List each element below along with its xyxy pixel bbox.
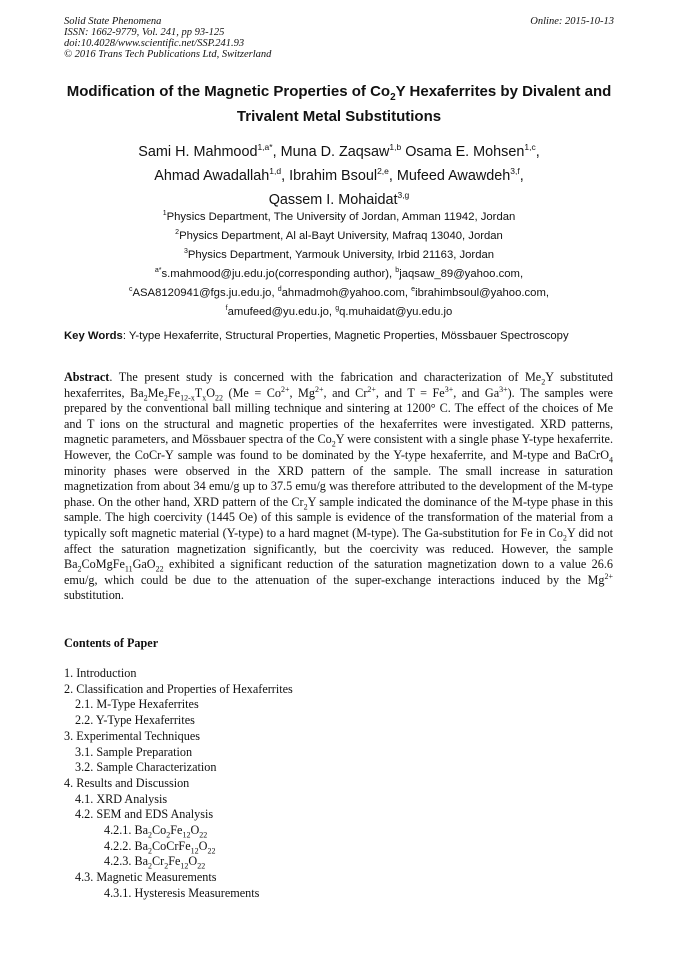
abstract: Abstract. The present study is concerned with the fabrication and characterization of $Me_2Y$ substituted hexaferrites, $Ba_2Me_2Fe_{12-x}T_xO_{22}$ ($Me = Co^{2+}$, $Mg^{2+}$, and $Cr^{2+}$, and $T = Fe^{3+}$, and $Ga^{3+}$). The samples were prepared by the conventional ball milling technique and sintering at 1200° C. The effect of the choices of Me and T ions on the structural and magnetic properties of the hexaferrites were investigated. XRD patterns, magnetic parameters, and Mössbauer spectra of the $Co_2Y$ were consistent with a single phase Y-type hexaferrite. However, the CoCr-Y sample was found to be dominated by the Y-type hexaferrite, and M-type and BaCrO$_4$ minority phases were observed in the XRD pattern of the sample. The small increase in saturation magnetization from about 34 emu/g up to 37.5 emu/g was therefore attributed to the development of the M-type phase. On the other hand, XRD pattern of the $Cr_2Y$ sample indicated the dominance of the M-type phase in this sample. The high coercivity (1445 Oe) of this sample is evidence of the transformation of the material from a typically soft magnetic material (Y-type) to a hard magnet (M-type). The Ga-substitution for Fe in $Co_2Y$ did not affect the saturation magnetization significantly, but the coercivity was reduced. However, the sample $Ba_2CoMgFe_{11}GaO_{22}$ exhibited a significant reduction of the saturation magnetization down to a value 26.6 emu/g, which could be due to the attenuation of the super-exchange interactions induced by the $Mg^{2+}$ substitution. (64, 370, 613, 603)
email-link[interactable]: s.mahmood@ju.edu.jo (161, 267, 275, 280)
email-link[interactable]: jaqsaw_89@yahoo.com, (399, 267, 524, 280)
toc-item[interactable]: 4.3. Magnetic Measurements (75, 870, 217, 885)
toc-item[interactable]: 4.1. XRD Analysis (75, 791, 168, 806)
author-list: Sami H. Mahmood$^{1,a*}$, Muna D. Zaqsaw$^{1,b}$ Osama E. Mohsen$^{1,c}$, Ahmad Awadallah$^{1,d}$, Ibrahim Bsoul$^{2,e}$, Mufeed Awawdeh$^{3,f}$, Qassem I. Mohaidat$^{3,g}$ (138, 142, 540, 208)
affiliation: $^1$Physics Department, The University of Jordan, Amman 11942, Jordan (162, 210, 516, 223)
toc-item[interactable]: 3.1. Sample Preparation (75, 744, 193, 759)
toc-item[interactable]: 4.3.1. Hysteresis Measurements (104, 885, 260, 900)
author: Ahmad Awadallah (154, 167, 270, 184)
email-link[interactable]: ASA8120941@fgs.ju.edu.jo, (132, 286, 278, 299)
email-line: $^{a*}$s.mahmood@ju.edu.jo(corresponding author), $^b$jaqsaw_89@yahoo.com, (154, 266, 524, 280)
toc-item[interactable]: 4. Results and Discussion (64, 775, 190, 790)
email-link[interactable]: ibrahimbsoul@yahoo.com, (415, 286, 549, 299)
paper-title: Modification of the Magnetic Properties of $Co_2Y$ Hexaferrites by Divalent and Trivalent Metal Substitutions (66, 83, 612, 125)
toc-item[interactable]: 4.2. SEM and EDS Analysis (75, 807, 214, 822)
affiliations (40, 206, 638, 320)
table-of-contents (64, 666, 293, 902)
doi[interactable]: doi:10.4028/www.scientific.net/SSP.241.93 (64, 38, 245, 49)
contents-heading: Contents of Paper (64, 636, 159, 650)
copyright: © 2016 Trans Tech Publications Ltd, Switzerland (64, 49, 272, 60)
email-line: $^f$amufeed@yu.edu.jo, $^g$q.muhaidat@yu.edu.jo (225, 304, 453, 318)
keywords: Key Words: Y-type Hexaferrite, Structural Properties, Magnetic Properties, Mössbauer Spectroscopy (64, 330, 569, 342)
email-link[interactable]: q.muhaidat@yu.edu.jo (339, 305, 453, 318)
author: Sami H. Mahmood (138, 143, 258, 160)
toc-item[interactable]: 3. Experimental Techniques (64, 728, 200, 743)
email-link[interactable]: amufeed@yu.edu.jo, (227, 305, 336, 318)
toc-item[interactable]: 2.2. Y-Type Hexaferrites (75, 713, 195, 728)
author: Qassem I. Mohaidat (268, 191, 398, 208)
email-link[interactable]: ahmadmoh@yahoo.com, (281, 286, 412, 299)
author: Muna D. Zaqsaw (280, 143, 390, 160)
toc-item[interactable]: 2.1. M-Type Hexaferrites (75, 697, 199, 712)
author: Mufeed Awawdeh (396, 167, 511, 184)
journal-name: Solid State Phenomena (64, 16, 162, 27)
email-line: $^c$ASA8120941@fgs.ju.edu.jo, $^d$ahmadmoh@yahoo.com, $^e$ibrahimbsoul@yahoo.com, (128, 285, 549, 299)
journal-header (64, 16, 271, 60)
toc-item[interactable]: 3.2. Sample Characterization (75, 760, 217, 775)
toc-item[interactable]: 4.2.2. $Ba_2CoCrFe_{12}O_{22}$ (104, 838, 216, 856)
online-date: Online: 2015-10-13 (530, 16, 614, 27)
issn: ISSN: 1662-9779, Vol. 241, pp 93-125 (64, 27, 225, 38)
author: Osama E. Mohsen (405, 143, 525, 160)
toc-item[interactable]: 1. Introduction (64, 666, 137, 680)
toc-item[interactable]: 4.2.3. $Ba_2Cr_2Fe_{12}O_{22}$ (104, 854, 206, 871)
toc-item[interactable]: 2. Classification and Properties of Hexaferrites (64, 681, 293, 696)
affiliation: $^3$Physics Department, Yarmouk University, Irbid 21163, Jordan (183, 247, 495, 261)
author: Ibrahim Bsoul (289, 167, 378, 184)
toc-item[interactable]: 4.2.1. $Ba_2Co_2Fe_{12}O_{22}$ (104, 823, 208, 840)
affiliation: $^2$Physics Department, Al al-Bayt University, Mafraq 13040, Jordan (175, 228, 503, 242)
